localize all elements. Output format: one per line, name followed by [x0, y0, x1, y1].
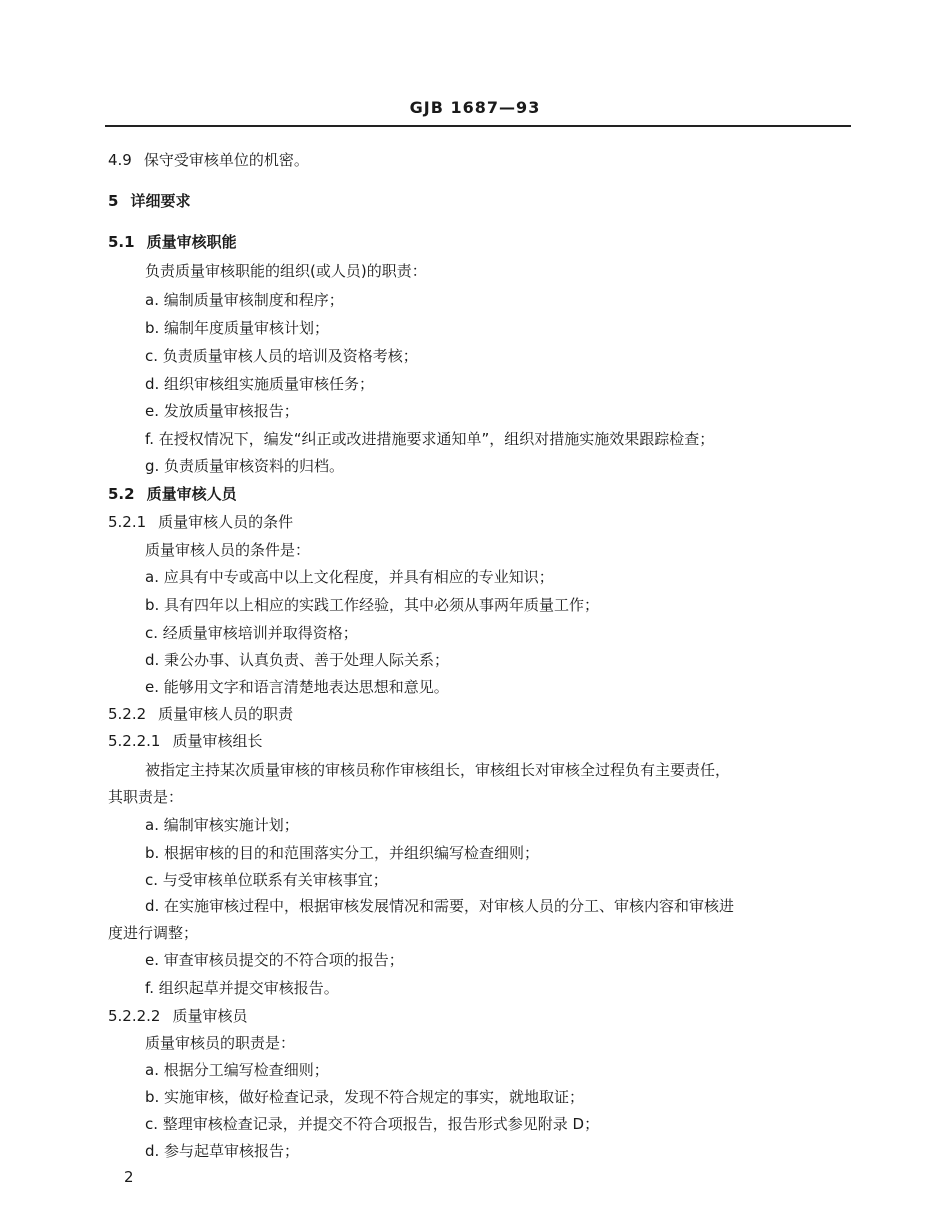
line-text: e. 发放质量审核报告； — [145, 402, 299, 420]
line-text: 质量审核人员 — [146, 485, 237, 503]
line-text: 质量审核组长 — [172, 732, 263, 750]
page-number: 2 — [124, 1168, 134, 1186]
line-text: b. 编制年度质量审核计划； — [145, 319, 330, 337]
line-text: 负责质量审核职能的组织(或人员)的职责： — [145, 262, 427, 280]
text-line — [145, 1141, 299, 1161]
line-text: 质量审核人员的条件 — [158, 513, 294, 531]
line-text: 质量审核员 — [172, 1007, 248, 1025]
line-text: 质量审核员的职责是： — [145, 1034, 296, 1052]
line-text: d. 秉公办事、认真负责、善于处理人际关系； — [145, 651, 450, 669]
line-text: a. 编制质量审核制度和程序； — [145, 291, 344, 309]
text-line — [145, 815, 299, 835]
text-line — [145, 896, 734, 916]
line-text: d. 组织审核组实施质量审核任务； — [145, 375, 375, 393]
section-heading — [108, 150, 309, 170]
line-text: a. 应具有中专或高中以上文化程度，并具有相应的专业知识； — [145, 568, 554, 586]
section-number: 5.2.2.1 — [108, 732, 161, 750]
text-line — [145, 374, 374, 394]
line-text: 被指定主持某次质量审核的审核员称作审核组长，审核组长对审核全过程负有主要责任， — [145, 761, 731, 779]
line-text: 质量审核人员的职责 — [158, 705, 294, 723]
text-line — [145, 843, 539, 863]
text-line — [108, 923, 198, 943]
line-text: c. 与受审核单位联系有关审核事宜； — [145, 871, 388, 889]
section-heading — [108, 484, 237, 504]
text-line — [145, 870, 388, 890]
line-text: b. 根据审核的目的和范围落实分工，并组织编写检查细则； — [145, 844, 540, 862]
line-text: e. 能够用文字和语言清楚地表达思想和意见。 — [145, 678, 449, 696]
section-number: 5.2.2.2 — [108, 1007, 161, 1025]
text-line — [145, 318, 329, 338]
text-line — [145, 677, 449, 697]
section-number: 5.2.2 — [108, 705, 147, 723]
line-text: a. 编制审核实施计划； — [145, 816, 299, 834]
section-number: 5.1 — [108, 233, 135, 251]
text-line — [145, 623, 358, 643]
text-line — [145, 261, 427, 281]
text-line — [145, 1114, 599, 1134]
line-text: 度进行调整； — [108, 924, 199, 942]
header-rule — [105, 125, 851, 127]
line-text: d. 参与起草审核报告； — [145, 1142, 300, 1160]
line-text: c. 经质量审核培训并取得资格； — [145, 624, 358, 642]
text-line — [145, 978, 339, 998]
section-number: 5.2 — [108, 485, 135, 503]
line-text: 详细要求 — [130, 192, 191, 210]
section-heading — [108, 512, 293, 532]
line-text: f. 在授权情况下，编发“纠正或改进措施要求通知单”，组织对措施实施效果跟踪检查； — [145, 430, 715, 448]
page-header-code: GJB 1687—93 — [409, 98, 541, 117]
line-text: 质量审核职能 — [146, 233, 237, 251]
line-text: a. 根据分工编写检查细则； — [145, 1061, 329, 1079]
text-line — [145, 567, 554, 587]
section-heading — [108, 731, 263, 751]
line-text: f. 组织起草并提交审核报告。 — [145, 979, 339, 997]
text-line — [145, 595, 599, 615]
line-text: 其职责是： — [108, 788, 184, 806]
line-text: g. 负责质量审核资料的归档。 — [145, 457, 345, 475]
line-text: d. 在实施审核过程中，根据审核发展情况和需要，对审核人员的分工、审核内容和审核进 — [145, 897, 735, 915]
text-line — [145, 346, 418, 366]
text-line — [145, 650, 449, 670]
section-heading — [108, 232, 237, 252]
text-line — [145, 1060, 329, 1080]
line-text: e. 审查审核员提交的不符合项的报告； — [145, 951, 404, 969]
section-number: 5 — [108, 192, 119, 210]
text-line — [145, 1033, 295, 1053]
text-line — [108, 787, 183, 807]
text-line — [145, 456, 344, 476]
text-line — [145, 290, 344, 310]
section-heading — [108, 1006, 248, 1026]
section-heading — [108, 704, 293, 724]
section-number: 5.2.1 — [108, 513, 147, 531]
line-text: 保守受审核单位的机密。 — [143, 151, 309, 169]
section-number: 4.9 — [108, 151, 132, 169]
section-heading — [108, 191, 190, 211]
text-line — [145, 401, 299, 421]
line-text: b. 具有四年以上相应的实践工作经验，其中必须从事两年质量工作； — [145, 596, 600, 614]
line-text: c. 负责质量审核人员的培训及资格考核； — [145, 347, 418, 365]
text-line — [145, 540, 310, 560]
line-text: b. 实施审核，做好检查记录，发现不符合规定的事实，就地取证； — [145, 1088, 585, 1106]
text-line — [145, 760, 730, 780]
line-text: c. 整理审核检查记录，并提交不符合项报告，报告形式参见附录 D； — [145, 1115, 600, 1133]
text-line — [145, 1087, 584, 1107]
text-line — [145, 429, 714, 449]
text-line — [145, 950, 404, 970]
line-text: 质量审核人员的条件是： — [145, 541, 311, 559]
